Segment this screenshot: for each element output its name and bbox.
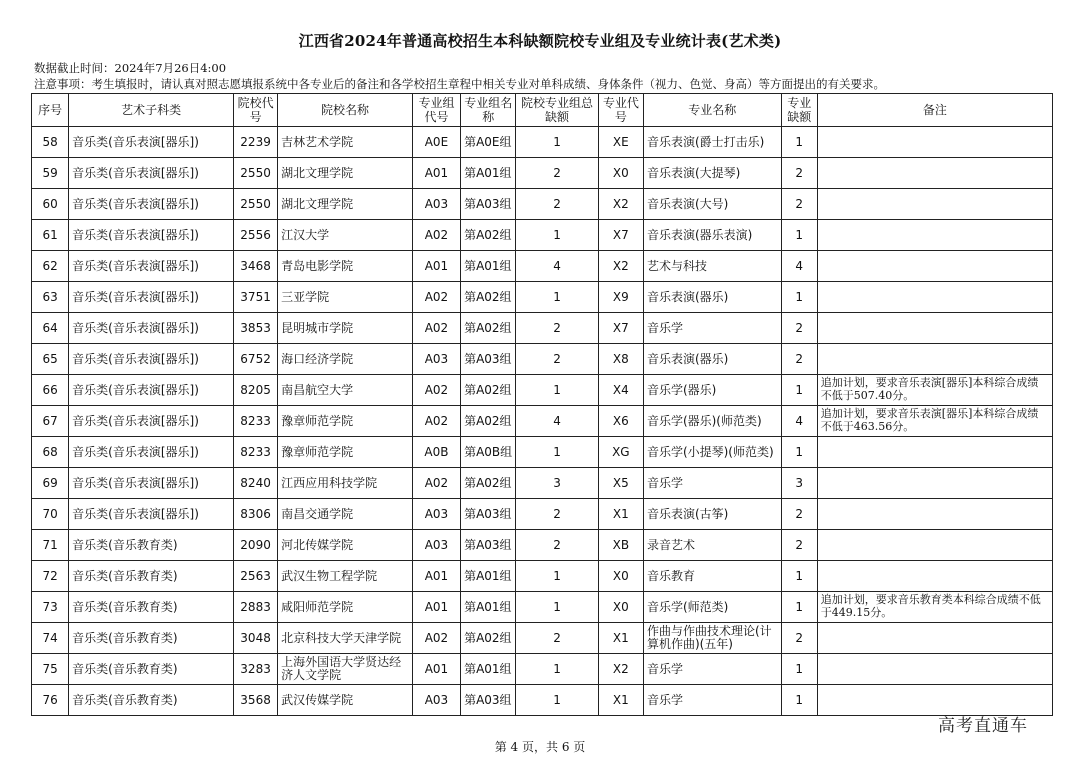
cell-school-name: 咸阳师范学院: [278, 592, 413, 623]
header-notes: 备注: [817, 94, 1052, 127]
cell-subject: 音乐类(音乐教育类): [69, 654, 234, 685]
cell-school-code: 8233: [233, 437, 277, 468]
table-row: [32, 530, 1053, 561]
cell-group-code: A0E: [412, 127, 460, 158]
cell-group-name: 第A02组: [461, 220, 516, 251]
cell-group-code: A01: [412, 654, 460, 685]
cell-seq: 62: [32, 251, 69, 282]
cell-school-name: 江西应用科技学院: [278, 468, 413, 499]
cell-group-name: 第A02组: [461, 375, 516, 406]
cell-seq: 74: [32, 623, 69, 654]
cell-group-name: 第A03组: [461, 499, 516, 530]
cell-school-code: 2550: [233, 158, 277, 189]
cell-group-total: 3: [516, 468, 598, 499]
cell-group-name: 第A02组: [461, 623, 516, 654]
header-major-name: 专业名称: [643, 94, 781, 127]
cell-subject: 音乐类(音乐表演[器乐]): [69, 282, 234, 313]
cell-major-name: 音乐学(师范类): [643, 592, 781, 623]
table-header-row: [32, 94, 1053, 127]
header-group-code: 专业组代号: [412, 94, 460, 127]
cell-group-code: A03: [412, 530, 460, 561]
cell-group-code: A03: [412, 189, 460, 220]
cell-group-total: 1: [516, 220, 598, 251]
cell-major-vacancy: 1: [781, 220, 817, 251]
cell-major-name: 音乐学: [643, 468, 781, 499]
cell-group-name: 第A02组: [461, 282, 516, 313]
cell-school-code: 3468: [233, 251, 277, 282]
document-title: 江西省2024年普通高校招生本科缺额院校专业组及专业统计表(艺术类): [298, 32, 782, 50]
cell-group-name: 第A02组: [461, 313, 516, 344]
table-row: [32, 375, 1053, 406]
cell-school-name: 湖北文理学院: [278, 189, 413, 220]
cell-group-total: 2: [516, 344, 598, 375]
table-row: [32, 220, 1053, 251]
cell-school-name: 南昌交通学院: [278, 499, 413, 530]
cell-major-code: X6: [598, 406, 643, 437]
header-group-total: 院校专业组总缺额: [516, 94, 598, 127]
vacancy-table: [31, 93, 1053, 716]
cell-major-name: 音乐表演(器乐): [643, 344, 781, 375]
data-deadline: 数据截止时间：2024年7月26日4:00: [34, 61, 227, 75]
cell-group-code: A01: [412, 158, 460, 189]
cell-major-vacancy: 1: [781, 561, 817, 592]
cell-group-code: A01: [412, 561, 460, 592]
cell-notes: [817, 623, 1052, 654]
cell-group-code: A02: [412, 406, 460, 437]
cell-group-code: A03: [412, 685, 460, 716]
header-seq: 序号: [32, 94, 69, 127]
cell-major-name: 音乐教育: [643, 561, 781, 592]
cell-major-vacancy: 1: [781, 592, 817, 623]
cell-group-code: A02: [412, 468, 460, 499]
table-row: [32, 158, 1053, 189]
cell-school-name: 豫章师范学院: [278, 437, 413, 468]
header-school-name: 院校名称: [278, 94, 413, 127]
page-footer: 第 4 页，共 6 页: [494, 740, 586, 754]
cell-subject: 音乐类(音乐表演[器乐]): [69, 406, 234, 437]
cell-group-code: A0B: [412, 437, 460, 468]
table-row: [32, 468, 1053, 499]
cell-notes: 追加计划，要求音乐教育类本科综合成绩不低于449.15分。: [817, 592, 1052, 623]
cell-school-code: 8233: [233, 406, 277, 437]
cell-subject: 音乐类(音乐教育类): [69, 592, 234, 623]
cell-group-name: 第A03组: [461, 685, 516, 716]
cell-major-vacancy: 1: [781, 437, 817, 468]
cell-major-vacancy: 2: [781, 313, 817, 344]
cell-major-code: X0: [598, 592, 643, 623]
cell-major-code: X1: [598, 623, 643, 654]
cell-group-code: A03: [412, 344, 460, 375]
cell-group-name: 第A01组: [461, 561, 516, 592]
cell-group-total: 4: [516, 251, 598, 282]
cell-school-name: 昆明城市学院: [278, 313, 413, 344]
cell-major-vacancy: 2: [781, 499, 817, 530]
cell-major-name: 音乐学(器乐): [643, 375, 781, 406]
cell-major-vacancy: 4: [781, 251, 817, 282]
cell-group-name: 第A0E组: [461, 127, 516, 158]
header-group-name: 专业组名称: [461, 94, 516, 127]
header-major-vacancy: 专业缺额: [781, 94, 817, 127]
cell-major-code: X0: [598, 158, 643, 189]
cell-major-name: 音乐表演(大号): [643, 189, 781, 220]
cell-major-name: 音乐表演(大提琴): [643, 158, 781, 189]
header-major-code: 专业代号: [598, 94, 643, 127]
table-row: [32, 251, 1053, 282]
cell-subject: 音乐类(音乐表演[器乐]): [69, 344, 234, 375]
cell-major-name: 音乐学: [643, 313, 781, 344]
header-school-code: 院校代号: [233, 94, 277, 127]
cell-major-code: X2: [598, 189, 643, 220]
cell-subject: 音乐类(音乐表演[器乐]): [69, 158, 234, 189]
cell-major-code: X5: [598, 468, 643, 499]
cell-group-total: 2: [516, 313, 598, 344]
table-row: [32, 685, 1053, 716]
cell-notes: [817, 158, 1052, 189]
cell-notes: [817, 127, 1052, 158]
cell-group-total: 2: [516, 158, 598, 189]
cell-seq: 68: [32, 437, 69, 468]
cell-group-name: 第A02组: [461, 468, 516, 499]
cell-school-name: 武汉传媒学院: [278, 685, 413, 716]
cell-school-name: 北京科技大学天津学院: [278, 623, 413, 654]
cell-school-name: 上海外国语大学贤达经济人文学院: [278, 654, 413, 685]
cell-subject: 音乐类(音乐教育类): [69, 685, 234, 716]
cell-notes: [817, 499, 1052, 530]
cell-major-name: 音乐学(小提琴)(师范类): [643, 437, 781, 468]
cell-group-code: A01: [412, 251, 460, 282]
cell-seq: 69: [32, 468, 69, 499]
notice-text: 注意事项：考生填报时，请认真对照志愿填报系统中各专业后的备注和各学校招生章程中相关专业对单科成绩、身体条件（视力、色觉、身高）等方面提出的有关要求。: [34, 77, 885, 91]
cell-group-name: 第A01组: [461, 251, 516, 282]
cell-school-name: 武汉生物工程学院: [278, 561, 413, 592]
cell-group-code: A01: [412, 592, 460, 623]
cell-major-vacancy: 1: [781, 685, 817, 716]
cell-notes: [817, 654, 1052, 685]
cell-group-total: 1: [516, 654, 598, 685]
cell-school-name: 湖北文理学院: [278, 158, 413, 189]
cell-major-name: 音乐学: [643, 654, 781, 685]
table-row: [32, 654, 1053, 685]
cell-group-total: 1: [516, 592, 598, 623]
cell-major-vacancy: 2: [781, 158, 817, 189]
cell-notes: 追加计划，要求音乐表演[器乐]本科综合成绩不低于507.40分。: [817, 375, 1052, 406]
cell-notes: [817, 220, 1052, 251]
cell-subject: 音乐类(音乐教育类): [69, 530, 234, 561]
cell-school-code: 3048: [233, 623, 277, 654]
cell-seq: 59: [32, 158, 69, 189]
table-row: [32, 282, 1053, 313]
cell-seq: 58: [32, 127, 69, 158]
cell-major-vacancy: 3: [781, 468, 817, 499]
cell-major-vacancy: 4: [781, 406, 817, 437]
cell-seq: 67: [32, 406, 69, 437]
cell-notes: [817, 189, 1052, 220]
header-subject: 艺术子科类: [69, 94, 234, 127]
cell-major-name: 作曲与作曲技术理论(计算机作曲)(五年): [643, 623, 781, 654]
cell-school-name: 海口经济学院: [278, 344, 413, 375]
table-row: [32, 189, 1053, 220]
cell-subject: 音乐类(音乐教育类): [69, 561, 234, 592]
cell-school-code: 8205: [233, 375, 277, 406]
cell-subject: 音乐类(音乐表演[器乐]): [69, 437, 234, 468]
cell-group-code: A02: [412, 282, 460, 313]
cell-major-name: 艺术与科技: [643, 251, 781, 282]
table-row: [32, 561, 1053, 592]
cell-school-code: 3853: [233, 313, 277, 344]
cell-subject: 音乐类(音乐教育类): [69, 623, 234, 654]
cell-group-name: 第A03组: [461, 189, 516, 220]
cell-school-name: 三亚学院: [278, 282, 413, 313]
cell-major-name: 音乐表演(器乐): [643, 282, 781, 313]
cell-group-code: A02: [412, 220, 460, 251]
cell-major-vacancy: 2: [781, 623, 817, 654]
cell-major-code: XE: [598, 127, 643, 158]
cell-seq: 73: [32, 592, 69, 623]
cell-notes: [817, 313, 1052, 344]
cell-group-name: 第A03组: [461, 530, 516, 561]
table-body: [32, 127, 1053, 716]
cell-major-code: X0: [598, 561, 643, 592]
cell-group-total: 2: [516, 530, 598, 561]
cell-subject: 音乐类(音乐表演[器乐]): [69, 220, 234, 251]
cell-major-code: XG: [598, 437, 643, 468]
cell-notes: [817, 561, 1052, 592]
cell-group-name: 第A01组: [461, 592, 516, 623]
table-row: [32, 499, 1053, 530]
cell-seq: 70: [32, 499, 69, 530]
cell-notes: 追加计划，要求音乐表演[器乐]本科综合成绩不低于463.56分。: [817, 406, 1052, 437]
cell-group-code: A02: [412, 623, 460, 654]
table-row: [32, 313, 1053, 344]
table-row: [32, 623, 1053, 654]
cell-seq: 66: [32, 375, 69, 406]
cell-group-total: 2: [516, 189, 598, 220]
cell-major-code: X1: [598, 685, 643, 716]
table-row: [32, 127, 1053, 158]
cell-major-name: 音乐学(器乐)(师范类): [643, 406, 781, 437]
cell-school-name: 吉林艺术学院: [278, 127, 413, 158]
cell-group-code: A02: [412, 375, 460, 406]
cell-major-code: X1: [598, 499, 643, 530]
cell-major-vacancy: 1: [781, 282, 817, 313]
cell-subject: 音乐类(音乐表演[器乐]): [69, 468, 234, 499]
cell-major-code: X8: [598, 344, 643, 375]
watermark: 高考直通车: [938, 716, 1028, 736]
cell-group-name: 第A01组: [461, 158, 516, 189]
cell-seq: 63: [32, 282, 69, 313]
cell-seq: 75: [32, 654, 69, 685]
cell-major-code: X7: [598, 220, 643, 251]
cell-notes: [817, 530, 1052, 561]
cell-major-vacancy: 2: [781, 530, 817, 561]
cell-subject: 音乐类(音乐表演[器乐]): [69, 189, 234, 220]
cell-seq: 61: [32, 220, 69, 251]
cell-group-name: 第A03组: [461, 344, 516, 375]
cell-group-total: 1: [516, 437, 598, 468]
cell-major-code: X2: [598, 654, 643, 685]
cell-major-vacancy: 2: [781, 189, 817, 220]
cell-seq: 71: [32, 530, 69, 561]
cell-subject: 音乐类(音乐表演[器乐]): [69, 313, 234, 344]
cell-group-total: 1: [516, 127, 598, 158]
cell-group-code: A03: [412, 499, 460, 530]
cell-seq: 60: [32, 189, 69, 220]
cell-major-code: XB: [598, 530, 643, 561]
cell-group-total: 1: [516, 282, 598, 313]
cell-major-code: X2: [598, 251, 643, 282]
cell-notes: [817, 251, 1052, 282]
cell-major-name: 录音艺术: [643, 530, 781, 561]
cell-school-name: 豫章师范学院: [278, 406, 413, 437]
cell-school-code: 2563: [233, 561, 277, 592]
cell-seq: 76: [32, 685, 69, 716]
cell-group-total: 1: [516, 561, 598, 592]
cell-group-code: A02: [412, 313, 460, 344]
cell-group-total: 2: [516, 623, 598, 654]
cell-school-name: 河北传媒学院: [278, 530, 413, 561]
cell-school-code: 2239: [233, 127, 277, 158]
cell-notes: [817, 437, 1052, 468]
cell-school-code: 2550: [233, 189, 277, 220]
cell-seq: 65: [32, 344, 69, 375]
cell-seq: 64: [32, 313, 69, 344]
cell-subject: 音乐类(音乐表演[器乐]): [69, 375, 234, 406]
cell-major-name: 音乐表演(古筝): [643, 499, 781, 530]
cell-group-name: 第A02组: [461, 406, 516, 437]
cell-subject: 音乐类(音乐表演[器乐]): [69, 251, 234, 282]
cell-school-name: 江汉大学: [278, 220, 413, 251]
cell-school-code: 8306: [233, 499, 277, 530]
cell-school-name: 青岛电影学院: [278, 251, 413, 282]
cell-group-name: 第A01组: [461, 654, 516, 685]
cell-group-total: 2: [516, 499, 598, 530]
cell-school-code: 2556: [233, 220, 277, 251]
cell-group-name: 第A0B组: [461, 437, 516, 468]
cell-subject: 音乐类(音乐表演[器乐]): [69, 499, 234, 530]
cell-major-name: 音乐学: [643, 685, 781, 716]
cell-major-code: X9: [598, 282, 643, 313]
cell-notes: [817, 282, 1052, 313]
cell-major-name: 音乐表演(器乐表演): [643, 220, 781, 251]
cell-major-vacancy: 1: [781, 375, 817, 406]
cell-major-code: X7: [598, 313, 643, 344]
cell-school-code: 2090: [233, 530, 277, 561]
cell-major-code: X4: [598, 375, 643, 406]
cell-major-vacancy: 2: [781, 344, 817, 375]
cell-school-code: 3283: [233, 654, 277, 685]
cell-group-total: 1: [516, 685, 598, 716]
cell-seq: 72: [32, 561, 69, 592]
cell-group-total: 1: [516, 375, 598, 406]
cell-notes: [817, 468, 1052, 499]
cell-notes: [817, 344, 1052, 375]
table-row: [32, 592, 1053, 623]
cell-school-code: 3568: [233, 685, 277, 716]
cell-school-code: 2883: [233, 592, 277, 623]
cell-subject: 音乐类(音乐表演[器乐]): [69, 127, 234, 158]
cell-school-name: 南昌航空大学: [278, 375, 413, 406]
table-row: [32, 344, 1053, 375]
cell-school-code: 3751: [233, 282, 277, 313]
cell-school-code: 8240: [233, 468, 277, 499]
cell-major-vacancy: 1: [781, 127, 817, 158]
cell-major-vacancy: 1: [781, 654, 817, 685]
cell-major-name: 音乐表演(爵士打击乐): [643, 127, 781, 158]
cell-school-code: 6752: [233, 344, 277, 375]
table-row: [32, 406, 1053, 437]
cell-group-total: 4: [516, 406, 598, 437]
table-row: [32, 437, 1053, 468]
